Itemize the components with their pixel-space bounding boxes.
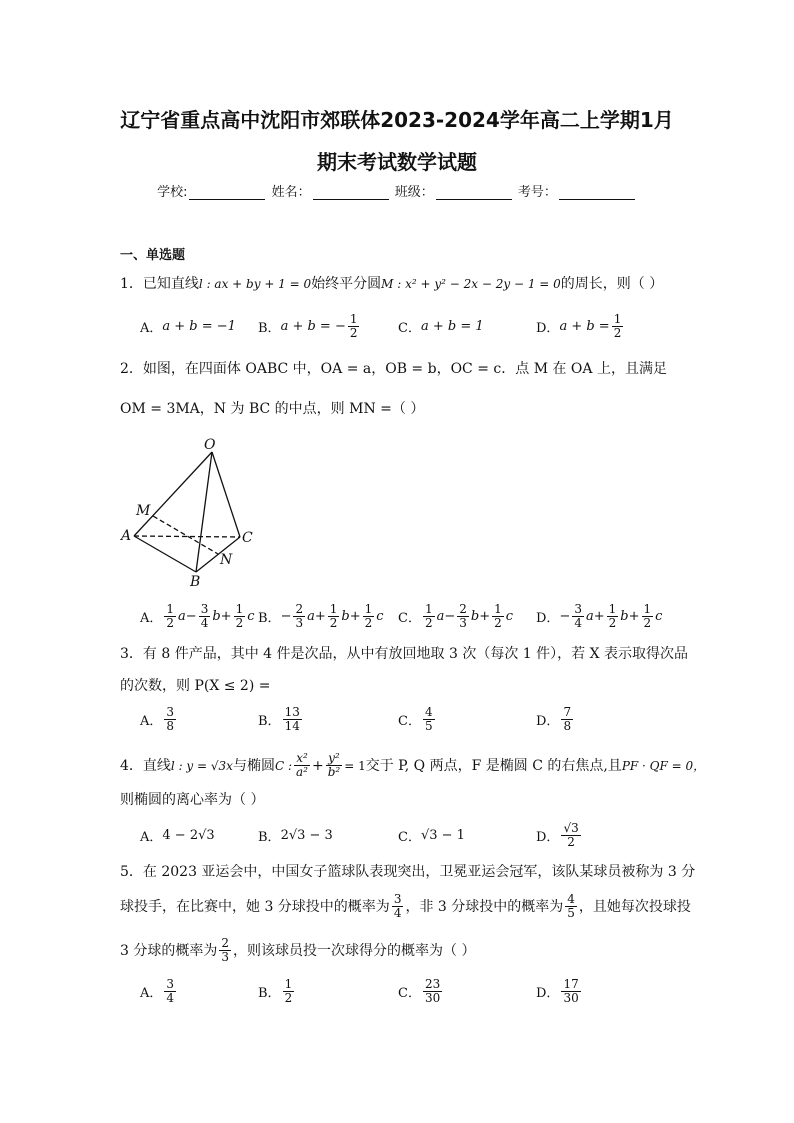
section-heading: 一、单选题 xyxy=(120,248,186,263)
title-line2: 期末考试数学试题 xyxy=(317,150,477,174)
label-c: C xyxy=(242,530,253,546)
school-label: 学校: xyxy=(157,185,188,200)
q4-option-c[interactable]: C． √3 − 1 xyxy=(398,827,465,845)
q3-option-b[interactable]: B． 13 14 xyxy=(258,704,300,733)
question-4-line2: 则椭圆的离心率为（ ） xyxy=(120,792,265,808)
question-2-line1: 2．如图，在四面体 OABC 中，OA = a，OB = b，OC = c．点 M 在 OA 上，且满足 xyxy=(120,361,667,377)
q1-option-d[interactable]: D． a + b = $\frac{1}{2}$ xyxy=(536,311,622,340)
label-n: N xyxy=(220,552,233,568)
q4-option-d[interactable]: D． √3 2 xyxy=(536,820,579,849)
class-blank[interactable] xyxy=(436,185,512,200)
title-line1: 辽宁省重点高中沈阳市郊联体2023-2024学年高二上学期1月 xyxy=(120,108,674,132)
q5-option-d[interactable]: D． 17 30 xyxy=(536,976,579,1005)
q2-option-d[interactable]: D． − 3 4 a + 1 2 b + 1 2 c xyxy=(536,601,663,630)
question-5-line3: 3 分球的概率为 2 3 ，则该球员投一次球得分的概率为（ ） xyxy=(120,936,476,964)
q5-option-c[interactable]: C． 23 30 xyxy=(398,976,441,1005)
q2-option-a[interactable]: A． 1 2 a − 3 4 b + 1 2 c xyxy=(140,601,255,630)
name-label: 姓名： xyxy=(271,185,311,200)
q5-option-b[interactable]: B． 1 2 xyxy=(258,976,293,1005)
question-4-line1: 4．直线 l : y = √3x 与椭圆 C : x² a² + $\frac{\text{y²}}{\text{b²}}$ = 1 交于 P, Q 两点，F 是椭圆 C 的右焦点,且 PF · QF = 0， xyxy=(120,751,706,779)
q3-option-d[interactable]: D． 7 8 xyxy=(536,704,572,733)
question-2-line2: OM = 3MA，N 为 BC 的中点，则 MN =（ ） xyxy=(120,401,425,417)
label-b: B xyxy=(190,574,201,588)
question-5-line1: 5．在 2023 亚运会中，中国女子篮球队表现突出，卫冕亚运会冠军，该队某球员被称为 3 分 xyxy=(120,864,696,880)
q5-option-a[interactable]: A． 3 4 xyxy=(140,976,175,1005)
q1-option-c[interactable]: C． a + b = 1 xyxy=(398,318,484,336)
q3-option-a[interactable]: A． 3 8 xyxy=(140,704,175,733)
tetrahedron-figure xyxy=(116,432,266,588)
q4-option-a[interactable]: A． 4 − 2√3 xyxy=(140,827,215,845)
q1-option-a[interactable]: A． a + b = −1 xyxy=(140,318,236,336)
name-blank[interactable] xyxy=(313,185,389,200)
number-blank[interactable] xyxy=(559,185,635,200)
question-3-line2: 的次数，则 P(X ≤ 2) = xyxy=(120,678,271,694)
label-o: O xyxy=(204,437,216,453)
q1-option-b[interactable]: B． a + b = − $\frac{1}{2}$ xyxy=(258,311,358,340)
q3-option-c[interactable]: C． 4 5 xyxy=(398,704,433,733)
class-label: 班级： xyxy=(394,185,434,200)
student-info xyxy=(0,181,794,200)
question-3-line1: 3．有 8 件产品，其中 4 件是次品，从中有放回地取 3 次（每次 1 件），若 X 表示取得次品 xyxy=(120,646,689,662)
q2-option-c[interactable]: C． 1 2 a − 2 3 b + 1 2 c xyxy=(398,601,514,630)
question-1: 1．已知直线l : ax + by + 1 = 0始终平分圆M : x² + y² − 2x − 2y − 1 = 0的周长，则（ ） xyxy=(120,276,664,292)
number-label: 考号： xyxy=(517,185,557,200)
q4-option-b[interactable]: B． 2√3 − 3 xyxy=(258,827,333,845)
q2-option-b[interactable]: B． − 2 3 a + 1 2 b + 1 2 c xyxy=(258,601,384,630)
question-5-line2: 球投手，在比赛中，她 3 分球投中的概率为 3 4 ，非 3 分球投中的概率为 4 5 ，且她每次投球投 xyxy=(120,892,691,920)
label-a: A xyxy=(121,528,132,544)
label-m: M xyxy=(136,503,151,519)
school-blank[interactable] xyxy=(189,185,265,200)
